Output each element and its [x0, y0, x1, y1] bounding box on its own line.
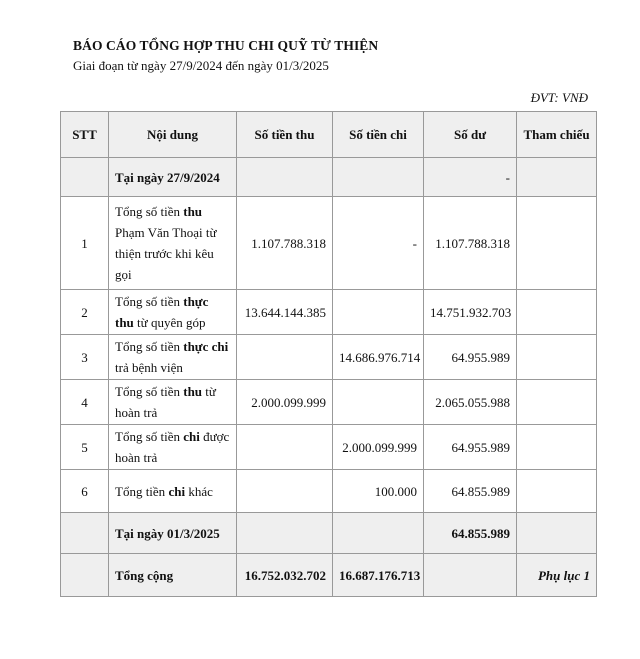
row-stt: 2: [61, 290, 109, 335]
row-content: [109, 425, 237, 470]
row-stt: 4: [61, 380, 109, 425]
header-stt: STT: [61, 112, 109, 158]
row-content-bold: chi: [168, 483, 186, 499]
row-expense: [333, 380, 424, 425]
row-content-post: từ quyên góp: [133, 315, 206, 330]
closing-row: [61, 513, 597, 554]
total-income: 16.752.032.702: [237, 554, 333, 597]
report-title: BÁO CÁO TỔNG HỢP THU CHI QUỸ TỪ THIỆN: [73, 38, 379, 53]
header-content: Nội dung: [109, 112, 237, 158]
total-stt: [61, 554, 109, 597]
opening-row: [61, 158, 597, 197]
closing-stt: [61, 513, 109, 554]
row-reference: [517, 380, 597, 425]
header-row: [61, 112, 597, 158]
row-content: [109, 380, 237, 425]
total-expense: 16.687.176.713: [333, 554, 424, 597]
row-content-post: Phạm Văn Thoại từ thiện trước khi kêu gọi: [115, 225, 217, 282]
row-income: [237, 470, 333, 513]
closing-expense: [333, 513, 424, 554]
total-reference: Phụ lục 1: [517, 554, 597, 597]
opening-balance: -: [424, 158, 517, 197]
header-balance: Số dư: [424, 112, 517, 158]
opening-label: Tại ngày 27/9/2024: [109, 158, 237, 197]
row-income: [237, 335, 333, 380]
currency-unit: ĐVT: VNĐ: [530, 90, 588, 105]
row-content: [109, 335, 237, 380]
row-content-post: từ hoàn trả: [115, 384, 216, 420]
table-row: [61, 380, 597, 425]
header-expense: Số tiền chi: [333, 112, 424, 158]
row-expense: -: [333, 197, 424, 290]
row-content-pre: Tổng số tiền: [115, 339, 184, 354]
table-row: [61, 335, 597, 380]
row-content-pre: Tổng số tiền: [115, 429, 184, 444]
row-balance: 1.107.788.318: [424, 197, 517, 290]
closing-reference: [517, 513, 597, 554]
table-row: [61, 425, 597, 470]
row-expense: [333, 290, 424, 335]
row-income: [237, 425, 333, 470]
opening-reference: [517, 158, 597, 197]
row-content-pre: Tổng số tiền: [115, 384, 184, 399]
row-content-pre: Tổng tiền: [115, 483, 169, 499]
report-period: Giai đoạn từ ngày 27/9/2024 đến ngày 01/3/2025: [73, 58, 329, 73]
row-balance: 64.955.989: [424, 425, 517, 470]
row-reference: [517, 197, 597, 290]
row-balance: 64.955.989: [424, 335, 517, 380]
row-reference: [517, 290, 597, 335]
table-row: [61, 197, 597, 290]
opening-stt: [61, 158, 109, 197]
row-reference: [517, 335, 597, 380]
total-balance: [424, 554, 517, 597]
header-income: Số tiền thu: [237, 112, 333, 158]
row-content: [109, 197, 237, 290]
row-expense: 100.000: [333, 470, 424, 513]
opening-income: [237, 158, 333, 197]
row-stt: 6: [61, 470, 109, 513]
row-content-post: khác: [185, 483, 213, 499]
row-expense: 14.686.976.714: [333, 335, 424, 380]
table-row: [61, 470, 597, 513]
opening-expense: [333, 158, 424, 197]
row-content-pre: Tổng số tiền: [115, 294, 184, 309]
row-content: [109, 290, 237, 335]
row-content-bold: thực thu: [115, 294, 209, 330]
row-content-bold: thu: [183, 384, 203, 399]
row-stt: 5: [61, 425, 109, 470]
row-content-bold: thu: [183, 204, 203, 219]
row-content: [109, 470, 237, 513]
closing-balance: 64.855.989: [424, 513, 517, 554]
header-reference: Tham chiếu: [517, 112, 597, 158]
row-reference: [517, 425, 597, 470]
row-stt: 3: [61, 335, 109, 380]
row-reference: [517, 470, 597, 513]
closing-income: [237, 513, 333, 554]
row-content-bold: chi: [183, 429, 200, 444]
row-content-bold: thực chi: [183, 339, 229, 354]
row-income: 1.107.788.318: [237, 197, 333, 290]
row-content-pre: Tổng số tiền: [115, 204, 184, 219]
row-stt: 1: [61, 197, 109, 290]
row-expense: 2.000.099.999: [333, 425, 424, 470]
table-row: [61, 290, 597, 335]
row-content-post: được hoàn trả: [115, 429, 230, 465]
row-income: 2.000.099.999: [237, 380, 333, 425]
summary-table: [60, 111, 597, 597]
row-income: 13.644.144.385: [237, 290, 333, 335]
total-row: [61, 554, 597, 597]
total-label: Tổng cộng: [109, 554, 237, 597]
row-content-post: trả bệnh viện: [115, 360, 183, 375]
row-balance: 14.751.932.703: [424, 290, 517, 335]
row-balance: 2.065.055.988: [424, 380, 517, 425]
closing-label: Tại ngày 01/3/2025: [109, 513, 237, 554]
row-balance: 64.855.989: [424, 470, 517, 513]
